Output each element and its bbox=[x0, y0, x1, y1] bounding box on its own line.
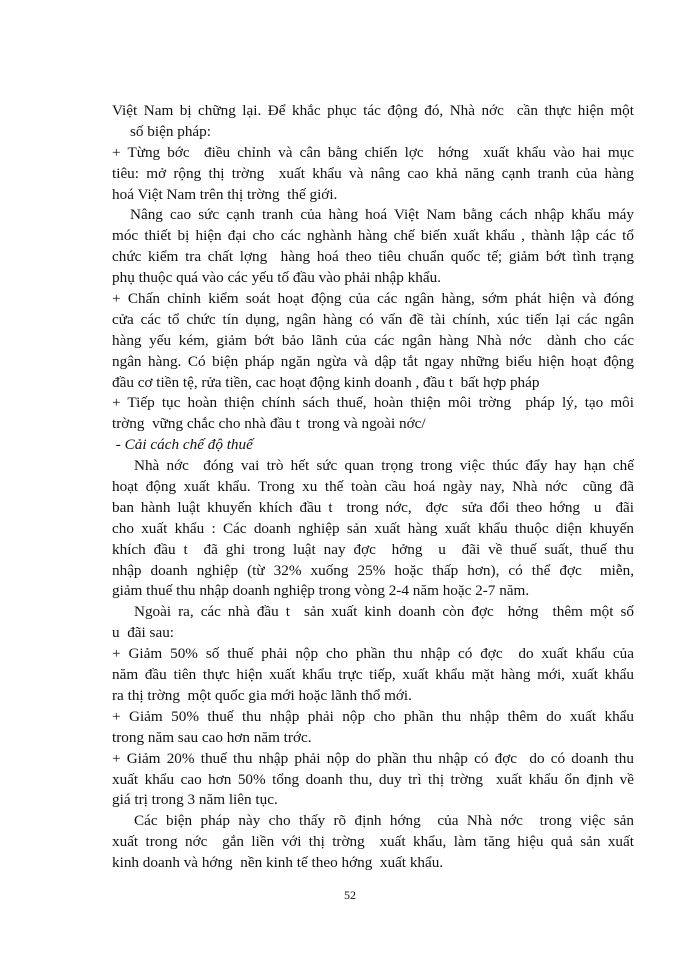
text-line: cho xuất khẩu : Các doanh nghiệp sản xuất hàng xuất khẩu thuộc diện khuyến bbox=[112, 519, 634, 537]
text-line: hoá Việt Nam trên thị trờng thế giới. bbox=[112, 185, 338, 203]
text-line: ngân hàng. Có biện pháp ngăn ngừa và dập tắt ngay những biểu hiện hoạt động bbox=[112, 352, 634, 370]
text-line: xuất khẩu cao hơn 50% tổng doanh thu, duy trì thị trờng xuất khẩu ổn định về bbox=[112, 770, 634, 788]
text-line: đầu cơ tiền tệ, rửa tiền, cac hoạt động kinh doanh , đầu t bất hợp pháp bbox=[112, 373, 540, 391]
text-line: phụ thuộc quá vào các yếu tố đầu vào phải nhập khẩu. bbox=[112, 269, 441, 287]
text-line: trờng vững chắc cho nhà đầu t trong và ngoài nớc/ bbox=[112, 415, 426, 433]
text-line: hàng yếu kém, giảm bớt bảo lãnh của các ngân hàng Nhà nớc dành cho các bbox=[112, 331, 634, 349]
text-line: Nhà nớc đóng vai trò hết sức quan trọng trong việc thúc đẩy hay hạn chế bbox=[134, 457, 634, 475]
text-line: Nâng cao sức cạnh tranh của hàng hoá Việt Nam bằng cách nhập khẩu máy bbox=[130, 206, 634, 224]
text-line: kinh doanh và hớng nền kinh tế theo hớng xuất khẩu. bbox=[112, 854, 444, 872]
text-line: hoạt động xuất khẩu. Trong xu thế toàn cầu hoá ngày nay, Nhà nớc cũng đã bbox=[112, 478, 634, 496]
text-line: khích đầu t đã ghi trong luật nay đợc hởng u đãi về thuế suất, thuế thu bbox=[112, 540, 634, 558]
text-line: + Từng bớc điều chỉnh và cân bằng chiến lợc hớng xuất khẩu vào hai mục bbox=[112, 143, 634, 161]
text-line: + Chấn chỉnh kiểm soát hoạt động của các ngân hàng, sớm phát hiện và đóng bbox=[112, 290, 634, 308]
text-line: + Giảm 20% thuế thu nhập phải nộp do phần thu nhập có đợc do có doanh thu bbox=[112, 749, 634, 767]
text-line: Các biện pháp này cho thấy rõ định hớng của Nhà nớc trong việc sản bbox=[134, 812, 634, 830]
text-line: số biện pháp: bbox=[130, 122, 211, 140]
text-line: Việt Nam bị chững lại. Để khắc phục tác động đó, Nhà nớc cần thực hiện một bbox=[112, 102, 634, 119]
text-line: u đãi sau: bbox=[112, 624, 175, 642]
text-line: + Tiếp tục hoàn thiện chính sách thuế, hoàn thiện môi trờng pháp lý, tạo môi bbox=[112, 394, 634, 412]
text-line: cửa các tổ chức tín dụng, ngân hàng có vấn đề tài chính, xúc tiến lại các ngân bbox=[112, 310, 634, 328]
document-body bbox=[112, 101, 634, 874]
text-line: trong năm sau cao hơn năm trớc. bbox=[112, 728, 312, 746]
text-line: + Giảm 50% số thuế phải nộp cho phần thu nhập có đợc do xuất khẩu của bbox=[112, 645, 634, 663]
text-line: ra thị trờng một quốc gia mới hoặc lãnh thổ mới. bbox=[112, 686, 412, 704]
text-line: chức kiểm tra chất lợng hàng hoá theo tiêu chuẩn quốc tế; giảm bớt tình trạng bbox=[112, 248, 634, 266]
page-number: 52 bbox=[344, 888, 356, 902]
text-line: Ngoài ra, các nhà đầu t sản xuất kinh doanh còn đợc hởng thêm một số bbox=[134, 603, 634, 621]
text-line: xuất trong nớc gắn liền với thị trờng xuất khẩu, làm tăng hiệu quả sản xuất bbox=[112, 833, 634, 851]
text-line: năm đầu tiên thực hiện xuất khẩu trực tiếp, xuất khẩu mặt hàng mới, xuất khẩu bbox=[112, 666, 634, 684]
text-line: tiêu: mở rộng thị trờng xuất khẩu và nâng cao khả năng cạnh tranh của hàng bbox=[112, 164, 634, 182]
section-heading: - Cải cách chế độ thuế bbox=[112, 436, 253, 454]
text-line: giảm thuế thu nhập doanh nghiệp trong vòng 2-4 năm hoặc 2-7 năm. bbox=[112, 582, 530, 600]
text-line: nhập doanh nghiệp (từ 32% xuống 25% hoặc thấp hơn), có thể đợc miễn, bbox=[112, 561, 634, 579]
text-line: giá trị trong 3 năm liên tục. bbox=[112, 791, 278, 809]
text-line: + Giảm 50% thuế thu nhập phải nộp cho phần thu nhập thêm do xuất khẩu bbox=[112, 707, 634, 725]
text-line: ban hành luật khuyến khích đầu t trong nớc, đợc sửa đổi theo hớng u đãi bbox=[112, 498, 634, 516]
text-line: móc thiết bị hiện đại cho các nghành hàng chế biến xuất khẩu , thành lập các tổ bbox=[112, 227, 634, 245]
